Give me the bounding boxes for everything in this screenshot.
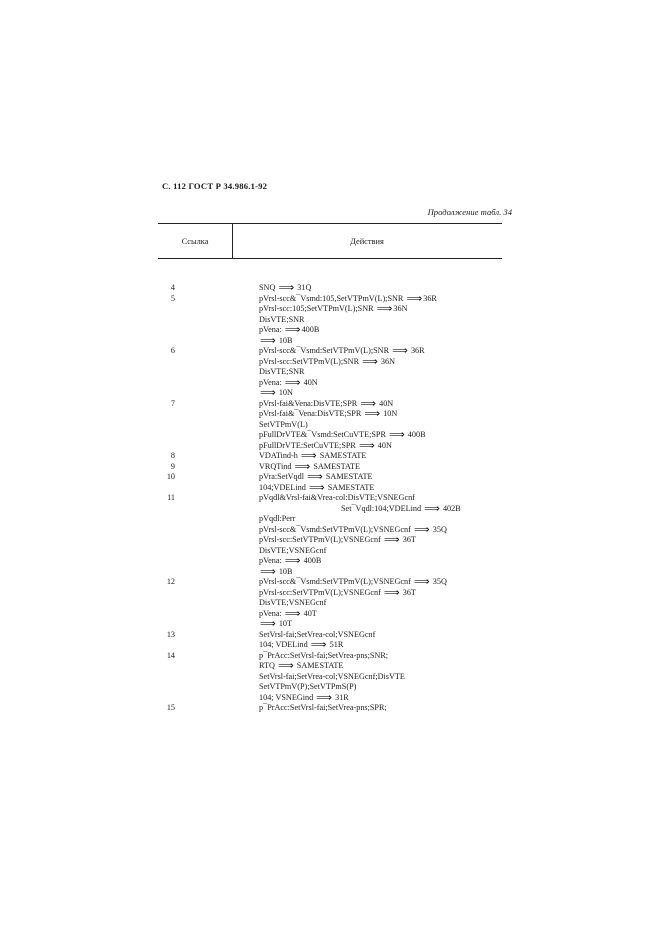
transition-arrow-icon: ⟹ [260, 617, 276, 631]
action-text: pVra:SetVqdl [259, 472, 307, 482]
transition-arrow-icon: ⟹ [284, 323, 301, 337]
action-text: pVrsl-scc:SetVTPmV(L);VSNEGcnf [259, 587, 383, 597]
action-text: pVena: [259, 608, 284, 618]
action-text: RTQ [259, 661, 277, 671]
action-text: SetVrsl-fai;SetVrea-col;VSNEGcnf;DisVTE [259, 671, 405, 681]
table-row [158, 651, 502, 704]
action-text: 35Q [430, 577, 447, 587]
action-line [259, 283, 502, 294]
action-text: SAMESTATE [317, 451, 367, 461]
action-text: pVena: [259, 377, 284, 387]
action-text: 51R [327, 640, 344, 650]
action-line [259, 388, 502, 399]
action-text: pVrsl-fai&Vena:DisVTE;SPR [259, 398, 360, 408]
action-text: SAMESTATE [325, 482, 375, 492]
action-line [259, 438, 502, 452]
row-reference: 8 [170, 451, 175, 461]
transition-arrow-icon: ⟹ [388, 428, 405, 442]
table-row [158, 451, 502, 462]
table-body [158, 259, 502, 714]
action-text: 40N [301, 377, 318, 387]
action-text: 40T [301, 608, 317, 618]
action-text: 36R [408, 346, 425, 356]
action-text: SetVrsl-fai;SetVrea-col;VSNEGcnf [259, 629, 376, 639]
action-line [259, 333, 502, 347]
action-line [259, 514, 502, 525]
row-actions [259, 459, 502, 473]
action-line [259, 556, 502, 567]
transition-arrow-icon: ⟹ [307, 470, 323, 484]
row-actions [259, 346, 502, 399]
action-text: 10T [276, 619, 293, 629]
transition-arrow-icon: ⟹ [277, 659, 294, 673]
table-row [158, 472, 502, 493]
action-line [259, 535, 502, 546]
row-reference: 4 [170, 283, 175, 293]
row-actions [259, 630, 502, 651]
action-text: 31Q [295, 283, 312, 293]
action-text: DisVTE;VSNEGcnf [259, 598, 327, 608]
row-reference: 7 [170, 398, 175, 408]
row-reference: 15 [166, 703, 175, 713]
action-text: 36N [393, 304, 408, 314]
action-line [259, 430, 502, 441]
action-text: 400B [301, 325, 320, 335]
transition-arrow-icon: ⟹ [406, 291, 423, 305]
action-line [259, 375, 502, 389]
action-text: 104; VSNEGind [259, 692, 316, 702]
action-line [259, 420, 502, 431]
action-line [259, 661, 502, 672]
action-text: 40N [377, 398, 394, 408]
column-divider [232, 224, 233, 258]
action-text: pVena: [259, 556, 284, 566]
row-actions [259, 703, 502, 714]
table-header [158, 224, 502, 259]
table-row [158, 459, 502, 473]
transition-arrow-icon: ⟹ [316, 690, 333, 704]
action-text: pVrsl-scc:105;SetVTPmV(L);SNR [259, 304, 376, 314]
action-line [259, 640, 502, 651]
row-reference: 5 [170, 293, 175, 303]
action-line [259, 606, 502, 620]
action-text: SAMESTATE [294, 661, 344, 671]
transition-arrow-icon: ⟹ [260, 386, 276, 400]
row-reference: 11 [167, 493, 175, 503]
action-line [259, 480, 502, 494]
action-line [259, 682, 502, 693]
action-text: pVrsl-scc&¯Vsmd:105,SetVTPmV(L);SNR [259, 293, 406, 303]
transition-arrow-icon: ⟹ [260, 564, 276, 578]
column-header-actions: Действия [350, 236, 384, 246]
action-text: pFullDrVTE&¯Vsmd:SetCuVTE;SPR [259, 430, 388, 440]
transition-arrow-icon: ⟹ [383, 533, 400, 547]
transition-arrow-icon: ⟹ [364, 407, 381, 421]
row-reference: 14 [166, 650, 175, 660]
action-text: VDATind-h [259, 451, 300, 461]
action-line [259, 501, 502, 515]
table-row [158, 396, 502, 452]
action-text: pVqdl:Perr [259, 514, 296, 524]
table-row [158, 577, 502, 630]
action-text: 104;VDELind [259, 482, 308, 492]
transition-arrow-icon: ⟹ [284, 606, 301, 620]
action-line [259, 522, 502, 536]
action-line [259, 459, 502, 473]
action-text: 10B [276, 566, 293, 576]
transition-arrow-icon: ⟹ [308, 480, 325, 494]
action-text: 10N [381, 409, 398, 419]
column-header-ref: Ссылка [181, 236, 209, 246]
row-actions [259, 651, 502, 704]
action-text: 400B [301, 556, 322, 566]
transition-arrow-icon: ⟹ [413, 522, 430, 536]
transition-arrow-icon: ⟹ [376, 302, 393, 316]
action-text: pVena: [259, 325, 284, 335]
transition-arrow-icon: ⟹ [278, 281, 295, 295]
action-line [259, 354, 502, 368]
action-line [259, 346, 502, 357]
action-text: 10B [276, 335, 293, 345]
row-reference: 9 [170, 461, 175, 471]
action-text: p¯PrAcc:SetVrsl-fai;SetVrea-pns;SNR; [259, 650, 389, 660]
transition-arrow-icon: ⟹ [284, 554, 301, 568]
action-text: 10N [276, 388, 293, 398]
row-actions [259, 472, 502, 493]
action-line [259, 577, 502, 588]
table-row [158, 493, 502, 577]
action-text: SNQ [259, 283, 278, 293]
table-continuation-label: Продолжение табл. 34 [427, 207, 512, 217]
action-text: 35Q [430, 524, 447, 534]
action-text: pFullDrVTE:SetCuVTE;SPR [259, 440, 358, 450]
action-text: pVrsl-fai&¯Vena:DisVTE;SPR [259, 409, 364, 419]
action-text: SetVTPmV(P);SetVTPmS(P) [259, 682, 357, 692]
transition-arrow-icon: ⟹ [424, 501, 440, 515]
action-line [259, 703, 502, 714]
transition-arrow-icon: ⟹ [294, 459, 311, 473]
row-reference: 12 [166, 577, 175, 587]
table-row [158, 283, 502, 294]
action-text: 400B [405, 430, 426, 440]
action-text: 40N [375, 440, 392, 450]
action-text: 36R [423, 293, 437, 303]
action-text: pVrsl-scc&¯Vsmd:SetVTPmV(L);VSNEGcnf [259, 524, 413, 534]
transition-arrow-icon: ⟹ [260, 333, 276, 347]
action-line [259, 472, 502, 483]
action-text: VRQTind [259, 461, 294, 471]
action-text: 31R [333, 692, 349, 702]
action-text: DisVTE;VSNEGcnf [259, 545, 327, 555]
action-text: pVrsl-scc:SetVTPmV(L);SNR [259, 356, 362, 366]
action-text: 36N [378, 356, 396, 366]
action-line [259, 409, 502, 420]
transition-arrow-icon: ⟹ [300, 449, 317, 463]
transition-arrow-icon: ⟹ [383, 585, 400, 599]
action-line [259, 493, 502, 504]
action-text: SAMESTATE [323, 472, 373, 482]
action-text: 36T [400, 535, 416, 545]
action-line [259, 651, 502, 662]
transition-arrow-icon: ⟹ [392, 344, 408, 358]
action-text: SetVTPmV(L) [259, 419, 308, 429]
action-line [259, 630, 502, 641]
row-reference: 13 [166, 629, 175, 639]
transition-arrow-icon: ⟹ [413, 575, 430, 589]
action-line [259, 585, 502, 599]
action-line [259, 325, 502, 336]
action-text: pVqdl&Vrsl-fai&Vrea-col:DisVTE;VSNEGcnf [259, 493, 415, 503]
table-row [158, 291, 502, 347]
action-text: SAMESTATE [311, 461, 360, 471]
row-actions [259, 291, 502, 347]
action-line [259, 304, 502, 315]
action-text: pVrsl-scc:SetVTPmV(L);VSNEGcnf [259, 535, 383, 545]
transition-arrow-icon: ⟹ [358, 438, 375, 452]
action-text: DisVTE;SNR [259, 367, 305, 377]
row-reference: 6 [170, 346, 175, 356]
row-reference: 10 [166, 472, 175, 482]
action-text: Set¯Vqdl:104;VDELind [341, 503, 424, 513]
actions-table [158, 223, 502, 714]
table-row [158, 703, 502, 714]
action-line [259, 672, 502, 683]
action-line [259, 564, 502, 578]
transition-arrow-icon: ⟹ [360, 396, 377, 410]
transition-arrow-icon: ⟹ [284, 375, 301, 389]
row-actions [259, 283, 502, 294]
action-text: DisVTE;SNR [259, 314, 305, 324]
action-text: pVrsl-scc&¯Vsmd:SetVTPmV(L);SNR [259, 346, 392, 356]
action-text: 104; VDELind [259, 640, 310, 650]
table-row [158, 346, 502, 399]
action-line [259, 690, 502, 704]
page-header: С. 112 ГОСТ Р 34.986.1-92 [162, 181, 268, 191]
action-line [259, 396, 502, 410]
row-actions [259, 577, 502, 630]
transition-arrow-icon: ⟹ [362, 354, 378, 368]
action-line [259, 619, 502, 630]
row-actions [259, 396, 502, 452]
action-text: pVrsl-scc&¯Vsmd:SetVTPmV(L);VSNEGcnf [259, 577, 413, 587]
action-text: 402B [440, 503, 461, 513]
action-text: p¯PrAcc:SetVrsl-fai;SetVrea-pns;SPR; [259, 703, 387, 713]
transition-arrow-icon: ⟹ [310, 638, 327, 652]
table-row [158, 630, 502, 651]
action-text: 36T [400, 587, 416, 597]
row-actions [259, 493, 502, 577]
